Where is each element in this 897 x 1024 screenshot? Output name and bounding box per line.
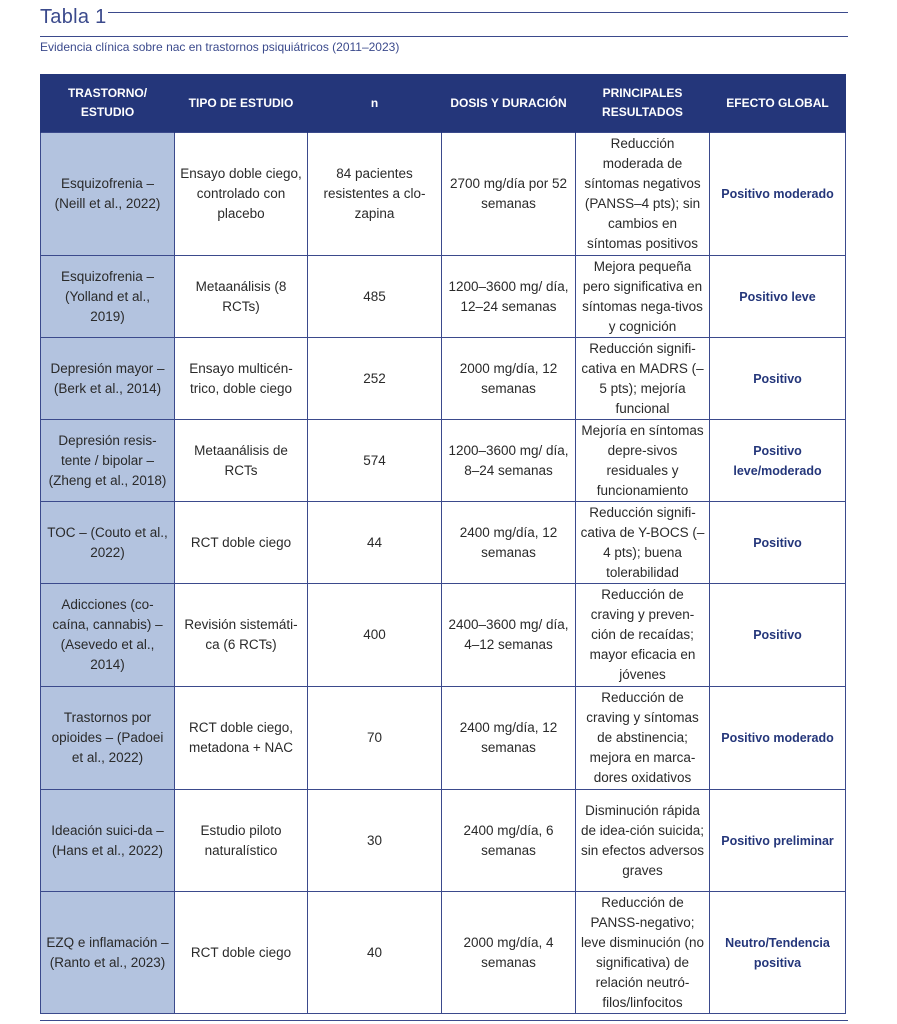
- cell-resultados: Mejoría en síntomas depre-sivos residuales y funcionamiento: [576, 420, 710, 502]
- column-header-efecto: EFECTO GLOBAL: [710, 74, 846, 133]
- cell-dosis: 2400 mg/día, 12 semanas: [442, 687, 576, 790]
- cell-n: 40: [308, 892, 442, 1014]
- cell-tipo: RCT doble ciego, metadona + NAC: [175, 687, 308, 790]
- column-header-trastorno: TRASTORNO/ ESTUDIO: [41, 74, 175, 133]
- cell-trastorno: Esquizofrenia – (Yolland et al., 2019): [41, 256, 175, 338]
- table-row: [41, 892, 846, 1014]
- table-header-row: [41, 74, 846, 133]
- cell-tipo: Metaanálisis de RCTs: [175, 420, 308, 502]
- cell-trastorno: Esquizofrenia – (Neill et al., 2022): [41, 133, 175, 256]
- cell-resultados: Disminución rápida de idea-ción suicida; sin efectos adversos graves: [576, 790, 710, 892]
- cell-resultados: Mejora pequeña pero significativa en síntomas nega-tivos y cognición: [576, 256, 710, 338]
- cell-dosis: 2400 mg/día, 12 semanas: [442, 502, 576, 584]
- cell-trastorno: Depresión mayor – (Berk et al., 2014): [41, 338, 175, 420]
- table-row: [41, 790, 846, 892]
- cell-resultados: Reducción signifi-cativa en MADRS (–5 pts); mejoría funcional: [576, 338, 710, 420]
- cell-dosis: 2700 mg/día por 52 semanas: [442, 133, 576, 256]
- column-header-dosis: DOSIS Y DURACIÓN: [442, 74, 576, 133]
- cell-resultados: Reducción de craving y síntomas de abstinencia; mejora en marca-dores oxidativos: [576, 687, 710, 790]
- header-rule-lower: [40, 36, 848, 37]
- cell-tipo: Metaanálisis (8 RCTs): [175, 256, 308, 338]
- cell-dosis: 2400 mg/día, 6 semanas: [442, 790, 576, 892]
- cell-efecto: Positivo preliminar: [710, 790, 846, 892]
- cell-resultados: Reducción de PANSS-negativo; leve disminución (no significativa) de relación neutró-filos/linfocitos: [576, 892, 710, 1014]
- column-header-tipo: TIPO DE ESTUDIO: [175, 74, 308, 133]
- table-row: [41, 338, 846, 420]
- cell-n: 485: [308, 256, 442, 338]
- table-row: [41, 133, 846, 256]
- cell-dosis: 1200–3600 mg/ día, 8–24 semanas: [442, 420, 576, 502]
- cell-dosis: 1200–3600 mg/ día, 12–24 semanas: [442, 256, 576, 338]
- cell-resultados: Reducción de craving y preven-ción de recaídas; mayor eficacia en jóvenes: [576, 584, 710, 687]
- cell-n: 30: [308, 790, 442, 892]
- cell-efecto: Positivo: [710, 338, 846, 420]
- cell-efecto: Positivo leve: [710, 256, 846, 338]
- table-subtitle: Evidencia clínica sobre nac en trastornos psiquiátricos (2011–2023): [40, 40, 400, 54]
- cell-resultados: Reducción moderada de síntomas negativos (PANSS–4 pts); sin cambios en síntomas positivos: [576, 133, 710, 256]
- cell-n: 44: [308, 502, 442, 584]
- cell-n: 574: [308, 420, 442, 502]
- cell-trastorno: Adicciones (co-caína, cannabis) – (Asevedo et al., 2014): [41, 584, 175, 687]
- cell-trastorno: Trastornos por opioides – (Padoei et al., 2022): [41, 687, 175, 790]
- cell-tipo: Revisión sistemáti-ca (6 RCTs): [175, 584, 308, 687]
- header-rule-upper: [108, 12, 848, 13]
- cell-tipo: Estudio piloto naturalístico: [175, 790, 308, 892]
- cell-trastorno: Ideación suici-da – (Hans et al., 2022): [41, 790, 175, 892]
- cell-n: 252: [308, 338, 442, 420]
- cell-dosis: 2400–3600 mg/ día, 4–12 semanas: [442, 584, 576, 687]
- cell-efecto: Positivo: [710, 502, 846, 584]
- cell-n: 400: [308, 584, 442, 687]
- cell-efecto: Positivo moderado: [710, 687, 846, 790]
- cell-efecto: Positivo: [710, 584, 846, 687]
- cell-tipo: Ensayo multicén-trico, doble ciego: [175, 338, 308, 420]
- table-row: [41, 687, 846, 790]
- table-title: Tabla 1: [40, 6, 107, 28]
- cell-tipo: RCT doble ciego: [175, 892, 308, 1014]
- table-row: [41, 256, 846, 338]
- cell-n: 84 pacientes resistentes a clo-zapina: [308, 133, 442, 256]
- cell-trastorno: EZQ e inflamación – (Ranto et al., 2023): [41, 892, 175, 1014]
- cell-dosis: 2000 mg/día, 4 semanas: [442, 892, 576, 1014]
- cell-efecto: Positivo moderado: [710, 133, 846, 256]
- cell-tipo: Ensayo doble ciego, controlado con placebo: [175, 133, 308, 256]
- table-row: [41, 584, 846, 687]
- cell-tipo: RCT doble ciego: [175, 502, 308, 584]
- cell-trastorno: TOC – (Couto et al., 2022): [41, 502, 175, 584]
- cell-resultados: Reducción signifi-cativa de Y-BOCS (–4 pts); buena tolerabilidad: [576, 502, 710, 584]
- column-header-resultados: PRINCIPALES RESULTADOS: [576, 74, 710, 133]
- cell-n: 70: [308, 687, 442, 790]
- table-row: [41, 502, 846, 584]
- column-header-n: n: [308, 74, 442, 133]
- cell-trastorno: Depresión resis-tente / bipolar – (Zheng et al., 2018): [41, 420, 175, 502]
- cell-efecto: Positivo leve/moderado: [710, 420, 846, 502]
- evidence-table: [40, 74, 846, 1014]
- table-row: [41, 420, 846, 502]
- cell-efecto: Neutro/Tendencia positiva: [710, 892, 846, 1014]
- footer-rule: [40, 1020, 848, 1021]
- cell-dosis: 2000 mg/día, 12 semanas: [442, 338, 576, 420]
